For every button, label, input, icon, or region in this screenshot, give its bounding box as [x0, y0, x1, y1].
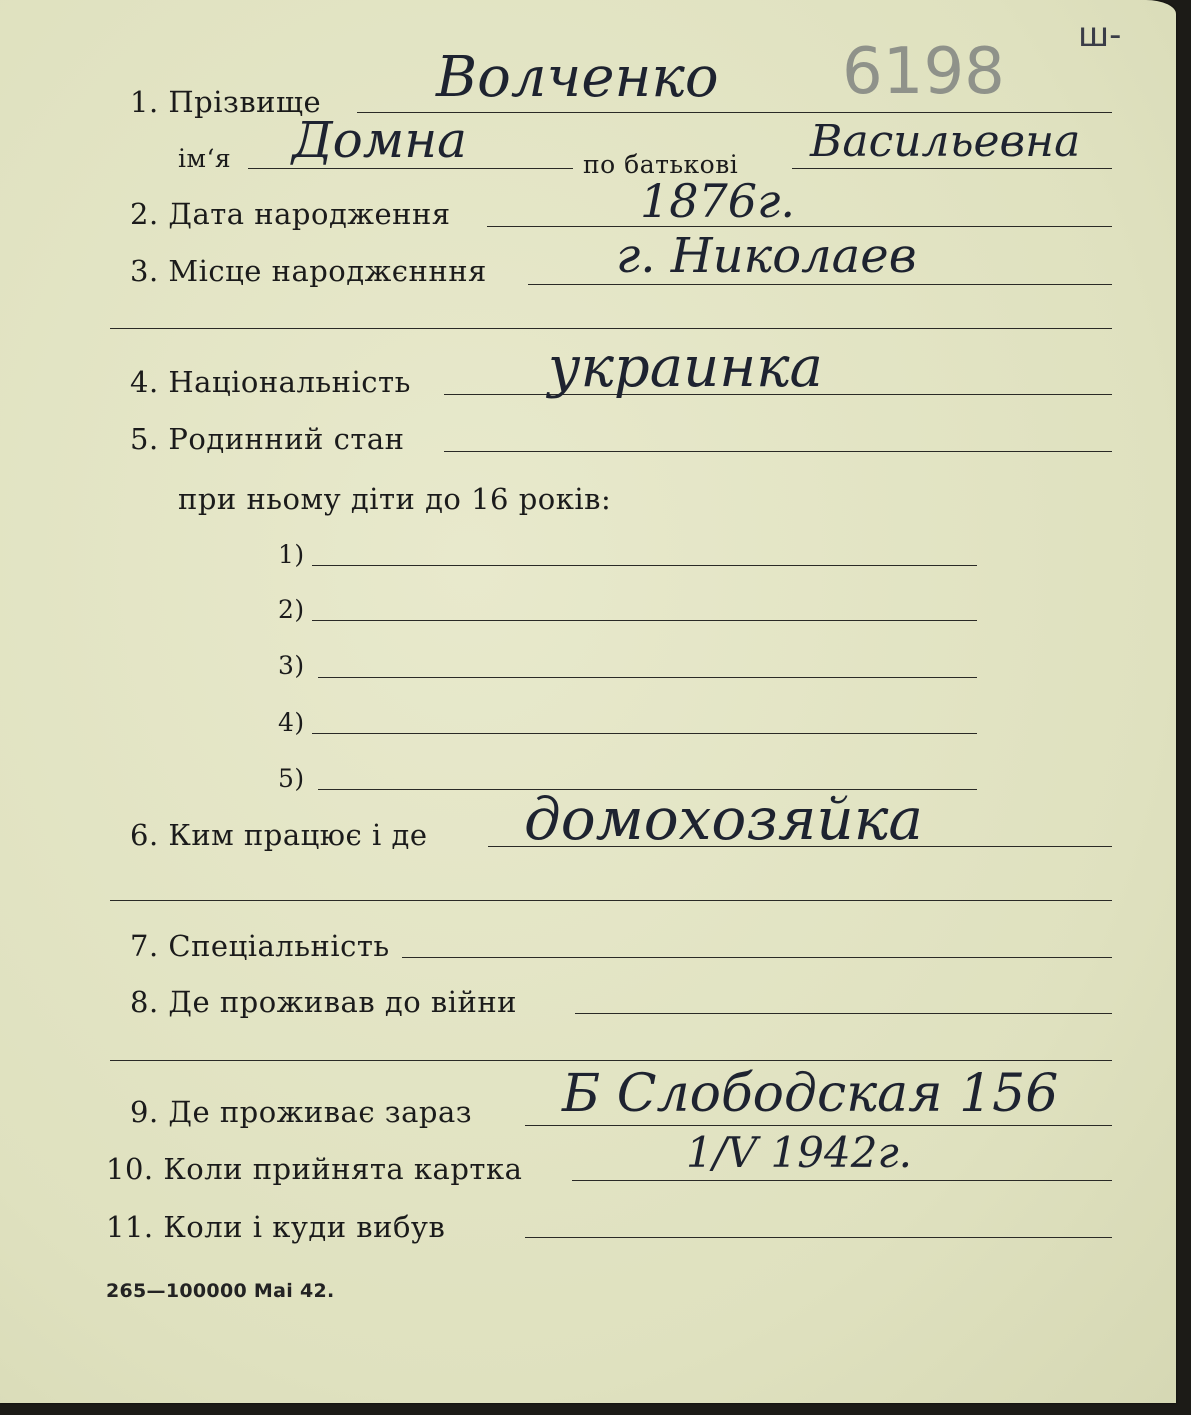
- child-4-label: 4): [278, 708, 305, 737]
- child-4-line: [312, 733, 977, 734]
- specialty-line: [402, 957, 1112, 958]
- birth-place-label: 3. Місце народжєнння: [130, 254, 487, 288]
- departure-label: 11. Коли і куди вибув: [106, 1210, 446, 1244]
- birth-place-value: г. Николаев: [616, 228, 917, 284]
- surname-value: Волченко: [436, 45, 719, 110]
- surname-label: 1. Прізвище: [130, 85, 322, 119]
- birth-place-line: [528, 284, 1112, 285]
- surname-line: [357, 112, 1112, 113]
- current-residence-label: 9. Де проживає зараз: [130, 1095, 473, 1129]
- nationality-label: 4. Національність: [130, 365, 411, 399]
- name-label: ім‘я: [178, 144, 232, 173]
- patronymic-label: по батькові: [583, 150, 739, 179]
- child-1-line: [312, 565, 977, 566]
- child-3-line: [318, 677, 977, 678]
- card-accepted-line: [572, 1180, 1112, 1181]
- occupation-label: 6. Ким працює і де: [130, 818, 428, 852]
- prewar-residence-line-2: [110, 1060, 1112, 1061]
- birth-date-label: 2. Дата народження: [130, 197, 451, 231]
- children-label: при ньому діти до 16 років:: [178, 482, 612, 516]
- departure-line: [525, 1237, 1112, 1238]
- child-5-label: 5): [278, 764, 305, 793]
- occupation-line-2: [110, 900, 1112, 901]
- current-residence-line: [525, 1125, 1112, 1126]
- current-residence-value: Б Слободская 156: [562, 1064, 1059, 1124]
- corner-mark: ш-: [1078, 15, 1122, 55]
- child-3-label: 3): [278, 651, 305, 680]
- print-imprint: 265—100000 Маі 42.: [106, 1280, 335, 1302]
- birth-date-value: 1876г.: [640, 174, 795, 228]
- marital-status-label: 5. Родинний стан: [130, 422, 405, 456]
- patronymic-value: Васильевна: [810, 116, 1081, 167]
- prewar-residence-line: [575, 1013, 1112, 1014]
- birth-date-line: [487, 226, 1112, 227]
- card-accepted-value: 1/V 1942г.: [686, 1128, 913, 1177]
- child-1-label: 1): [278, 540, 305, 569]
- child-2-label: 2): [278, 595, 305, 624]
- patronymic-line: [792, 168, 1112, 169]
- archive-number: 6198: [842, 35, 1005, 109]
- child-2-line: [312, 620, 977, 621]
- name-value: Домна: [292, 111, 467, 169]
- birth-place-line-2: [110, 328, 1112, 329]
- specialty-label: 7. Спеціальність: [130, 929, 390, 963]
- card-accepted-label: 10. Коли прийнята картка: [106, 1152, 523, 1186]
- marital-status-line: [444, 451, 1112, 452]
- prewar-residence-label: 8. Де проживав до війни: [130, 985, 517, 1019]
- nationality-value: украинка: [548, 335, 823, 400]
- occupation-value: домохозяйка: [524, 785, 923, 853]
